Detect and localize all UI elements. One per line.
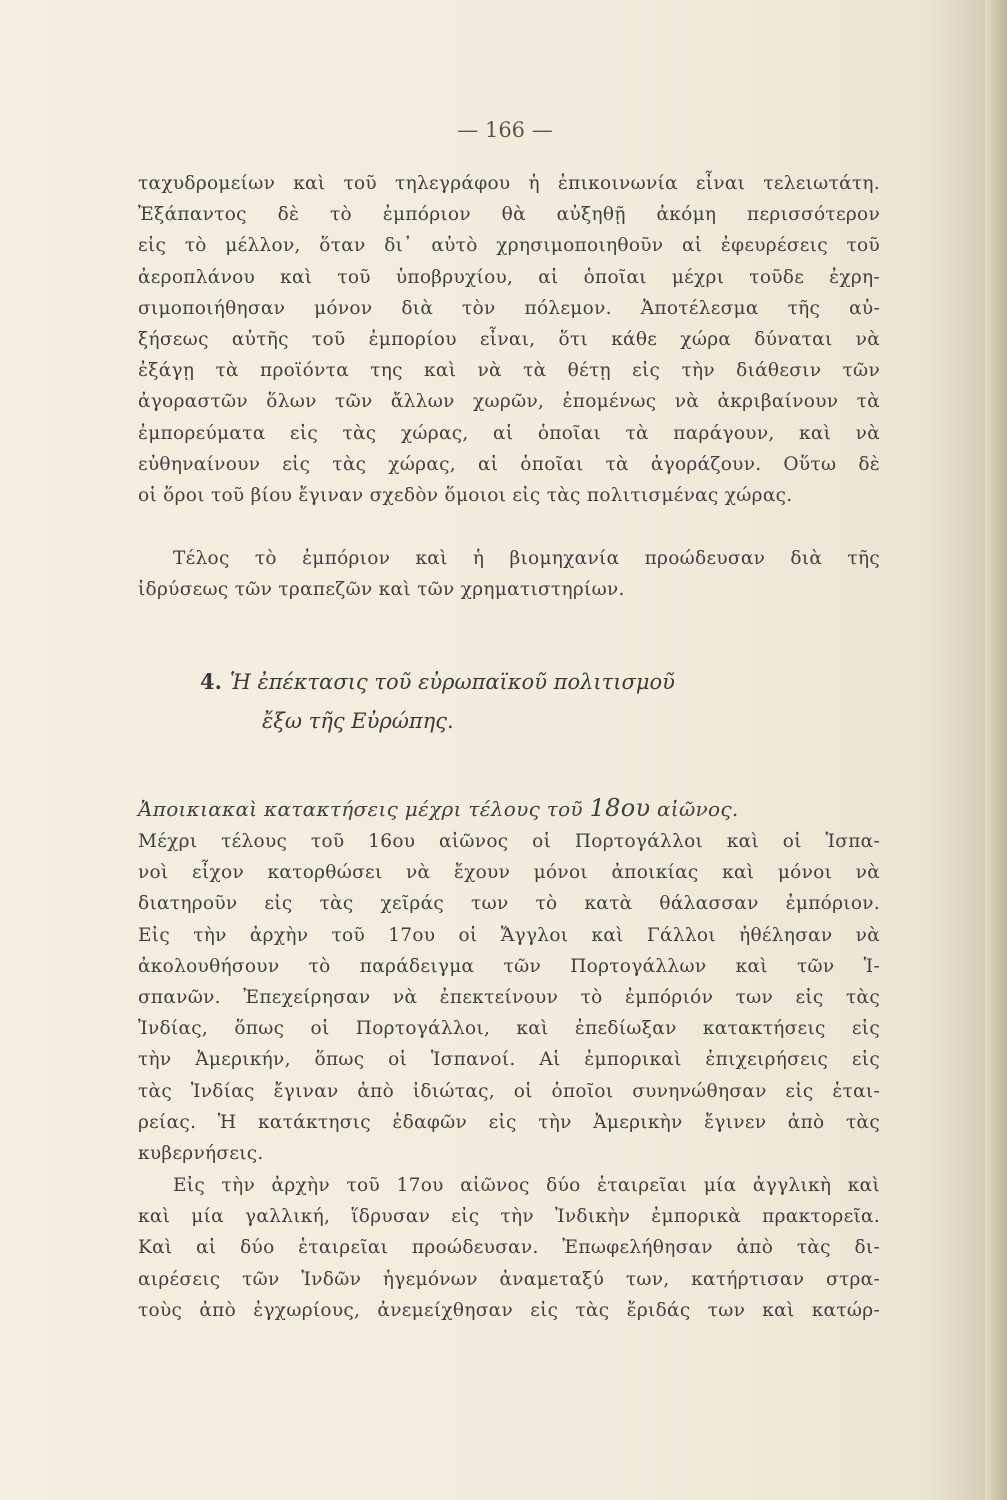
section-title-line-1: Ἡ ἐπέκτασις τοῦ εὐρωπαϊκοῦ πολιτισμοῦ: [229, 670, 675, 694]
subheading-century: 18ου: [589, 794, 651, 822]
text-line: εἰς τὸ μέλλον, ὅταν δι᾿ αὐτὸ χρησιμοποιηθοῦν αἱ ἐφευρέσεις τοῦ: [138, 235, 880, 257]
paragraph-1: [138, 168, 880, 511]
text-line: τὰς Ἰνδίας ἔγιναν ἀπὸ ἰδιώτας, οἱ ὁποῖοι συνηνώθησαν εἰς ἑται-: [138, 1080, 880, 1102]
text-line: καὶ μία γαλλική, ἵδρυσαν εἰς τὴν Ἰνδικὴν ἐμπορικὰ πρακτορεῖα.: [138, 1206, 880, 1228]
section-heading: [200, 662, 820, 741]
section-title-line-2: ἔξω τῆς Εὐρώπης.: [262, 709, 454, 733]
subheading-text-end: αἰῶνος.: [650, 797, 739, 821]
text-line: αιρέσεις τῶν Ἰνδῶν ἡγεμόνων ἀναμεταξύ των, κατήρτισαν στρα-: [138, 1268, 880, 1290]
text-line: ἀγοραστῶν ὅλων τῶν ἄλλων χωρῶν, ἐπομένως νὰ ἀκριβαίνουν τὰ: [138, 391, 880, 413]
subheading-text: Ἀποικιακαὶ κατακτήσεις μέχρι τέλους τοῦ: [138, 797, 590, 821]
paragraph-2: [138, 543, 880, 605]
text-line: ξήσεως αὐτῆς τοῦ ἐμπορίου εἶναι, ὅτι κάθε χώρα δύναται νὰ: [138, 329, 880, 351]
subheading: [138, 793, 880, 825]
text-line: νοὶ εἶχον κατορθώσει νὰ ἔχουν μόνοι ἀποικίας καὶ μόνοι νὰ: [138, 862, 880, 884]
text-line: Ἐξάπαντος δὲ τὸ ἐμπόριον θὰ αὐξηθῇ ἀκόμη περισσότερον: [138, 204, 880, 226]
text-line: Ἰνδίας, ὅπως οἱ Πορτογάλλοι, καὶ ἐπεδίωξαν κατακτήσεις εἰς: [138, 1018, 880, 1040]
page-number: — 166 —: [457, 118, 553, 142]
text-line: Εἰς τὴν ἀρχὴν τοῦ 17ου οἱ Ἄγγλοι καὶ Γάλλοι ἠθέλησαν νὰ: [138, 924, 880, 946]
text-line: ἀεροπλάνου καὶ τοῦ ὑποβρυχίου, αἱ ὁποῖαι μέχρι τοῦδε ἐχρη-: [138, 266, 880, 288]
text-line: κυβερνήσεις.: [138, 1143, 264, 1165]
paragraph-4: [138, 1170, 880, 1326]
section-number: 4.: [200, 669, 222, 694]
text-line: εὐθηναίνουν εἰς τὰς χώρας, αἱ ὁποῖαι τὰ ἀγοράζουν. Οὕτω δὲ: [138, 453, 880, 475]
text-line: ἐμπορεύματα εἰς τὰς χώρας, αἱ ὁποῖαι τὰ παράγουν, καὶ νὰ: [138, 422, 880, 444]
text-line: ρείας. Ἡ κατάκτησις ἐδαφῶν εἰς τὴν Ἀμερικὴν ἔγινεν ἀπὸ τὰς: [138, 1111, 880, 1133]
text-line: ταχυδρομείων καὶ τοῦ τηλεγράφου ἡ ἐπικοινωνία εἶναι τελειωτάτη.: [138, 173, 880, 194]
text-line: ἐξάγῃ τὰ προϊόντα της καὶ νὰ τὰ θέτῃ εἰς τὴν διάθεσιν τῶν: [138, 360, 880, 382]
paragraph-3: [138, 826, 880, 1169]
text-line: διατηροῦν εἰς τὰς χεῖράς των τὸ κατὰ θάλασσαν ἐμπόριον.: [138, 893, 880, 915]
text-line: σπανῶν. Ἐπεχείρησαν νὰ ἐπεκτείνουν τὸ ἐμπόριόν των εἰς τὰς: [138, 987, 880, 1009]
page-edge: [985, 0, 1007, 1500]
text-line: οἱ ὅροι τοῦ βίου ἔγιναν σχεδὸν ὅμοιοι εἰς τὰς πολιτισμένας χώρας.: [138, 485, 793, 507]
text-line: σιμοποιήθησαν μόνον διὰ τὸν πόλεμον. Ἀποτέλεσμα τῆς αὐ-: [138, 297, 880, 319]
text-line: Τέλος τὸ ἐμπόριον καὶ ἡ βιομηχανία προώδευσαν διὰ τῆς: [173, 548, 880, 569]
text-line: Εἰς τὴν ἀρχὴν τοῦ 17ου αἰῶνος δύο ἑταιρεῖαι μία ἀγγλικὴ καὶ: [173, 1175, 880, 1196]
text-line: ἱδρύσεως τῶν τραπεζῶν καὶ τῶν χρηματιστηρίων.: [138, 579, 625, 601]
subheading-line: [138, 793, 880, 825]
text-line: Μέχρι τέλους τοῦ 16ου αἰῶνος οἱ Πορτογάλλοι καὶ οἱ Ἱσπα-: [138, 831, 880, 852]
text-line: ἀκολουθήσουν τὸ παράδειγμα τῶν Πορτογάλλων καὶ τῶν Ἱ-: [138, 955, 880, 977]
text-line: τὴν Ἀμερικήν, ὅπως οἱ Ἱσπανοί. Αἱ ἐμπορικαὶ ἐπιχειρήσεις εἰς: [138, 1049, 880, 1071]
text-line: τοὺς ἀπὸ ἐγχωρίους, ἀνεμείχθησαν εἰς τὰς ἔριδάς των καὶ κατώρ-: [138, 1299, 880, 1321]
text-line: Καὶ αἱ δύο ἑταιρεῖαι προώδευσαν. Ἐπωφελήθησαν ἀπὸ τὰς δι-: [138, 1237, 880, 1259]
